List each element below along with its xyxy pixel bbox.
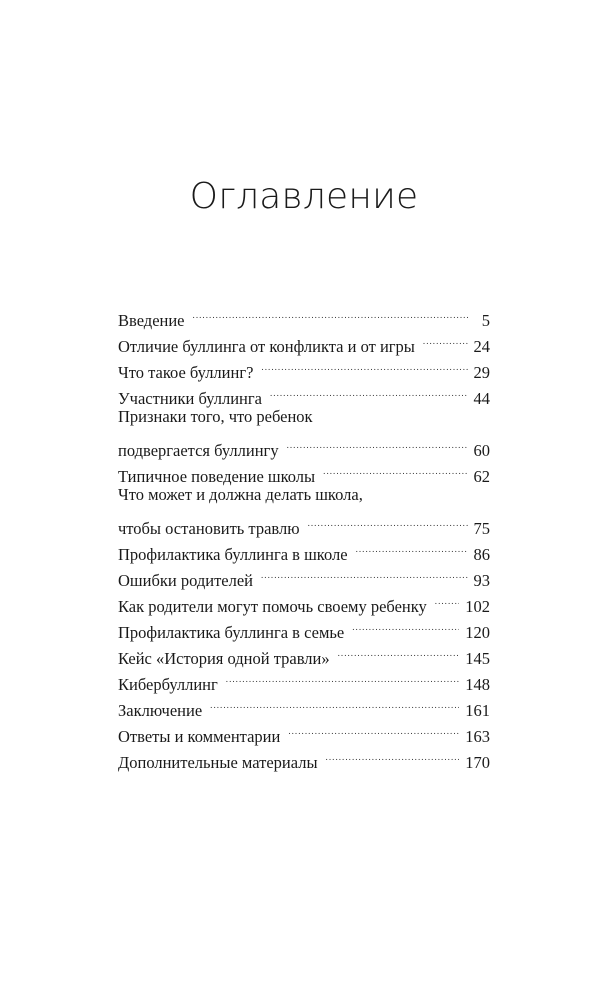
toc-page-number: 62: [473, 467, 490, 486]
toc-page-number: 24: [473, 337, 490, 356]
toc-page-number: 148: [465, 675, 490, 694]
toc-page-number: 145: [465, 649, 490, 668]
toc-page-number: 102: [465, 597, 490, 616]
toc-dot-leader: [423, 326, 468, 352]
toc-dot-leader: [261, 352, 467, 378]
toc-entry-title: Отличие буллинга от конфликта и от игры: [118, 337, 415, 356]
toc-line: [118, 300, 490, 330]
toc-dot-leader: [261, 560, 468, 586]
table-of-contents: [118, 300, 490, 772]
toc-entry: [118, 482, 490, 538]
toc-dot-leader: [326, 742, 460, 768]
toc-entry-title: Ошибки родителей: [118, 571, 253, 590]
toc-entry-title: Ответы и комментарии: [118, 727, 281, 746]
toc-entry-title: чтобы остановить травлю: [118, 519, 300, 538]
toc-line: [118, 482, 490, 508]
toc-page-number: 75: [473, 519, 490, 538]
toc-entry-title: Что такое буллинг?: [118, 363, 254, 382]
toc-dot-leader: [193, 300, 470, 326]
toc-entry-title: Что может и должна делать школа,: [118, 485, 363, 504]
toc-entry-title: Профилактика буллинга в семье: [118, 623, 345, 642]
toc-entry-title: Кибербуллинг: [118, 675, 218, 694]
toc-entry: [118, 404, 490, 460]
toc-entry-title: Признаки того, что ребенок: [118, 407, 313, 426]
toc-page-number: 44: [473, 389, 490, 408]
toc-dot-leader: [270, 378, 468, 404]
toc-dot-leader: [288, 716, 459, 742]
toc-entry-title: Кейс «История одной травли»: [118, 649, 330, 668]
toc-entry-title: Участники буллинга: [118, 389, 262, 408]
toc-line: [118, 508, 490, 538]
toc-page-number: 5: [481, 311, 490, 330]
toc-page-number: 93: [473, 571, 490, 590]
toc-page-number: 163: [465, 727, 490, 746]
toc-dot-leader: [435, 586, 459, 612]
toc-page-number: 60: [473, 441, 490, 460]
toc-page-number: 161: [465, 701, 490, 720]
toc-dot-leader: [352, 612, 459, 638]
toc-line: [118, 404, 490, 430]
toc-entry-title: Типичное поведение школы: [118, 467, 316, 486]
toc-entry-title: Дополнительные материалы: [118, 753, 318, 772]
toc-entry-title: Профилактика буллинга в школе: [118, 545, 348, 564]
toc-line: [118, 430, 490, 460]
toc-dot-leader: [226, 664, 459, 690]
toc-entry-title: Введение: [118, 311, 185, 330]
toc-dot-leader: [210, 690, 459, 716]
toc-entry-title: Как родители могут помочь своему ребенку: [118, 597, 427, 616]
toc-dot-leader: [338, 638, 460, 664]
page-title: Оглавление: [189, 176, 419, 218]
toc-page-number: 120: [465, 623, 490, 642]
toc-dot-leader: [356, 534, 468, 560]
toc-page-number: 29: [473, 363, 490, 382]
toc-dot-leader: [308, 508, 468, 534]
toc-dot-leader: [287, 430, 468, 456]
toc-dot-leader: [323, 456, 467, 482]
toc-page-number: 170: [465, 753, 490, 772]
toc-entry-title: Заключение: [118, 701, 203, 720]
toc-entry-title: подвергается буллингу: [118, 441, 279, 460]
toc-entry: [118, 300, 490, 330]
toc-page-number: 86: [473, 545, 490, 564]
